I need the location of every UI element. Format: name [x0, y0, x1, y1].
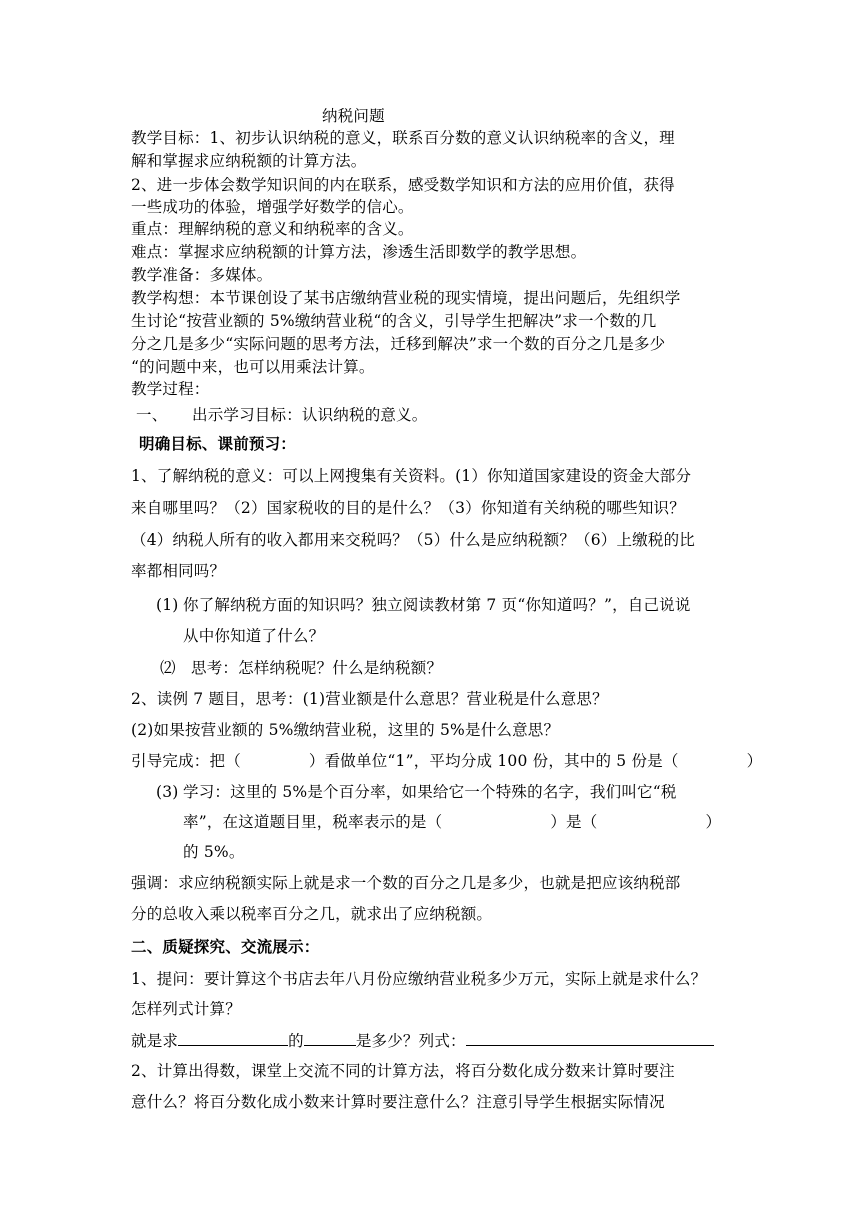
teaching-idea-line-1: 教学构想：本节课创设了某书店缴纳营业税的现实情境，提出问题后，先组织学 [131, 289, 681, 307]
section-2-heading: 二、质疑探究、交流展示： [131, 937, 320, 956]
teaching-goal-line-2: 解和掌握求应纳税额的计算方法。 [131, 152, 367, 170]
teaching-goal-line-4: 一些成功的体验，增强学好数学的信心。 [131, 198, 414, 216]
underline-blank-2 [304, 1030, 356, 1046]
point-1-number: (1) [156, 596, 179, 614]
fill-in-line [131, 1030, 714, 1051]
guide-text-middle: ）看做单位“1”，平均分成 100 份，其中的 5 份是（ [308, 752, 679, 770]
point-2-number: ⑵ [160, 659, 176, 677]
point-1-line-2: 从中你知道了什么？ [183, 627, 325, 645]
point-3-line-2 [183, 812, 721, 832]
section-1-text: 出示学习目标：认识纳税的意义。 [192, 406, 428, 424]
question-2-line-1: 2、读例 7 题目，思考：(1)营业额是什么意思？营业税是什么意思？ [131, 690, 608, 708]
guide-text-end: ） [746, 752, 763, 770]
section-1-number: 一、 [136, 406, 168, 424]
question-2-line-2: (2)如果按营业额的 5%缴纳营业税，这里的 5%是什么意思？ [131, 721, 560, 739]
underline-blank-formula [466, 1030, 714, 1046]
point-3-text-c: ） [705, 813, 722, 831]
page-title: 纳税问题 [322, 107, 385, 125]
difficulty: 难点：掌握求应纳税额的计算方法，渗透生活即数学的教学思想。 [131, 243, 587, 261]
question-1-line-1: 1、了解纳税的意义：可以上网搜集有关资料。(1）你知道国家建设的资金大部分 [131, 467, 692, 485]
guide-line [131, 751, 762, 771]
section-1-bold-heading: 明确目标、课前预习： [139, 434, 297, 453]
guide-text-start: 引导完成：把（ [131, 752, 241, 770]
key-point: 重点：理解纳税的意义和纳税率的含义。 [131, 220, 414, 238]
point-3-number: (3) [156, 783, 179, 801]
question-1-line-4: 率都相同吗？ [131, 562, 226, 580]
explore-2-line-2: 意什么？将百分数化成小数来计算时要注意什么？注意引导学生根据实际情况 [131, 1093, 665, 1111]
fill-text-2: 的 [288, 1032, 304, 1050]
teaching-idea-line-4: “的问题中来，也可以用乘法计算。 [131, 358, 375, 376]
explore-1-line-2: 怎样列式计算？ [131, 1000, 241, 1018]
teaching-idea-line-2: 生讨论“按营业额的 5%缴纳营业税“的含义，引导学生把解决”求一个数的几 [131, 312, 657, 330]
explore-2-line-1: 2、计算出得数，课堂上交流不同的计算方法，将百分数化成分数来计算时要注 [131, 1062, 675, 1080]
preparation: 教学准备：多媒体。 [131, 266, 273, 284]
question-1-line-3: （4）纳税人所有的收入都用来交税吗？（5）什么是应纳税额？（6）上缴税的比 [131, 531, 695, 549]
emphasis-line-1: 强调：求应纳税额实际上就是求一个数的百分之几是多少，也就是把应该纳税部 [131, 874, 681, 892]
point-3-line-3: 的 5%。 [183, 843, 245, 861]
question-1-line-2: 来自哪里吗？（2）国家税收的目的是什么？（3）你知道有关纳税的哪些知识？ [131, 499, 685, 517]
point-3-text-a: 率”，在这道题目里，税率表示的是（ [183, 813, 443, 831]
explore-1-line-1: 1、提问：要计算这个书店去年八月份应缴纳营业税多少万元，实际上就是求什么？ [131, 970, 707, 988]
underline-blank-1 [178, 1030, 288, 1046]
point-3-line-1: 学习：这里的 5%是个百分率，如果给它一个特殊的名字，我们叫它“税 [183, 783, 677, 801]
emphasis-line-2: 分的总收入乘以税率百分之几，就求出了应纳税额。 [131, 905, 493, 923]
teaching-idea-line-3: 分之几是多少“实际问题的思考方法，迁移到解决”求一个数的百分之几是多少 [131, 335, 666, 353]
point-1-line-1: 你了解纳税方面的知识吗？独立阅读教材第 7 页“你知道吗？”，自己说说 [183, 596, 691, 614]
point-2-text: 思考：怎样纳税呢？什么是纳税额？ [191, 659, 443, 677]
teaching-goal-line-1: 教学目标：1、初步认识纳税的意义，联系百分数的意义认识纳税率的含义，理 [131, 129, 675, 147]
teaching-goal-line-3: 2、进一步体会数学知识间的内在联系，感受数学知识和方法的应用价值，获得 [131, 176, 675, 194]
fill-text-3: 是多少？列式： [355, 1032, 466, 1050]
point-3-text-b: ）是（ [550, 813, 598, 831]
teaching-process-heading: 教学过程： [131, 380, 210, 398]
fill-text-1: 就是求 [131, 1032, 179, 1050]
